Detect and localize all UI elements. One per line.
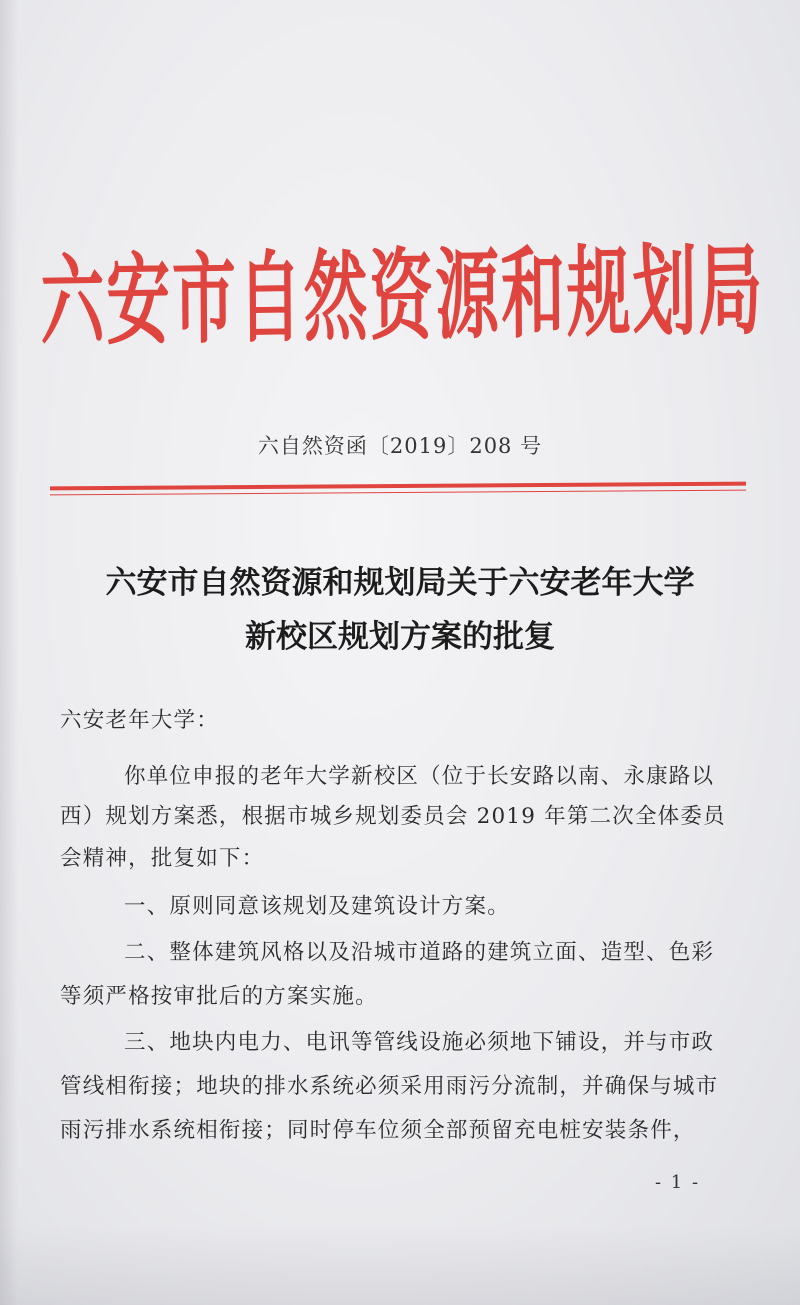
- agency-letterhead: 六安市自然资源和规划局: [40, 234, 765, 361]
- letterhead-red-rule: [50, 482, 746, 491]
- title-line-2: 新校区规划方案的批复: [245, 619, 555, 655]
- document-number: 六自然资函〔2019〕208 号: [257, 434, 543, 458]
- title-line-1: 六安市自然资源和规划局关于六安老年大学: [105, 565, 695, 601]
- body-line: 会精神，批复如下：: [60, 846, 265, 871]
- body-line: 一、原则同意该规划及建筑设计方案。: [124, 894, 510, 919]
- document-title: [40, 556, 760, 664]
- body-line: 二、整体建筑风格以及沿城市道路的建筑立面、造型、色彩: [124, 940, 715, 965]
- letterhead-red-rule-thin: [50, 490, 746, 496]
- page-edge-shadow: [0, 0, 18, 1305]
- body-line: 雨污排水系统相衔接；同时停车位须全部预留充电桩安装条件，: [60, 1118, 696, 1143]
- salutation: 六安老年大学：: [60, 708, 219, 733]
- body-line: 等须严格按审批后的方案实施。: [60, 984, 378, 1009]
- page-number: - 1 -: [655, 1172, 701, 1193]
- body-line: 三、地块内电力、电讯等管线设施必须地下铺设，并与市政: [124, 1030, 715, 1055]
- page-bottom-shadow: [0, 1225, 800, 1305]
- body-line: 你单位申报的老年大学新校区（位于长安路以南、永康路以: [124, 764, 715, 789]
- body-line: 西）规划方案悉，根据市城乡规划委员会 2019 年第二次全体委员: [60, 804, 726, 829]
- body-line: 管线相衔接；地块的排水系统必须采用雨污分流制，并确保与城市: [60, 1074, 719, 1099]
